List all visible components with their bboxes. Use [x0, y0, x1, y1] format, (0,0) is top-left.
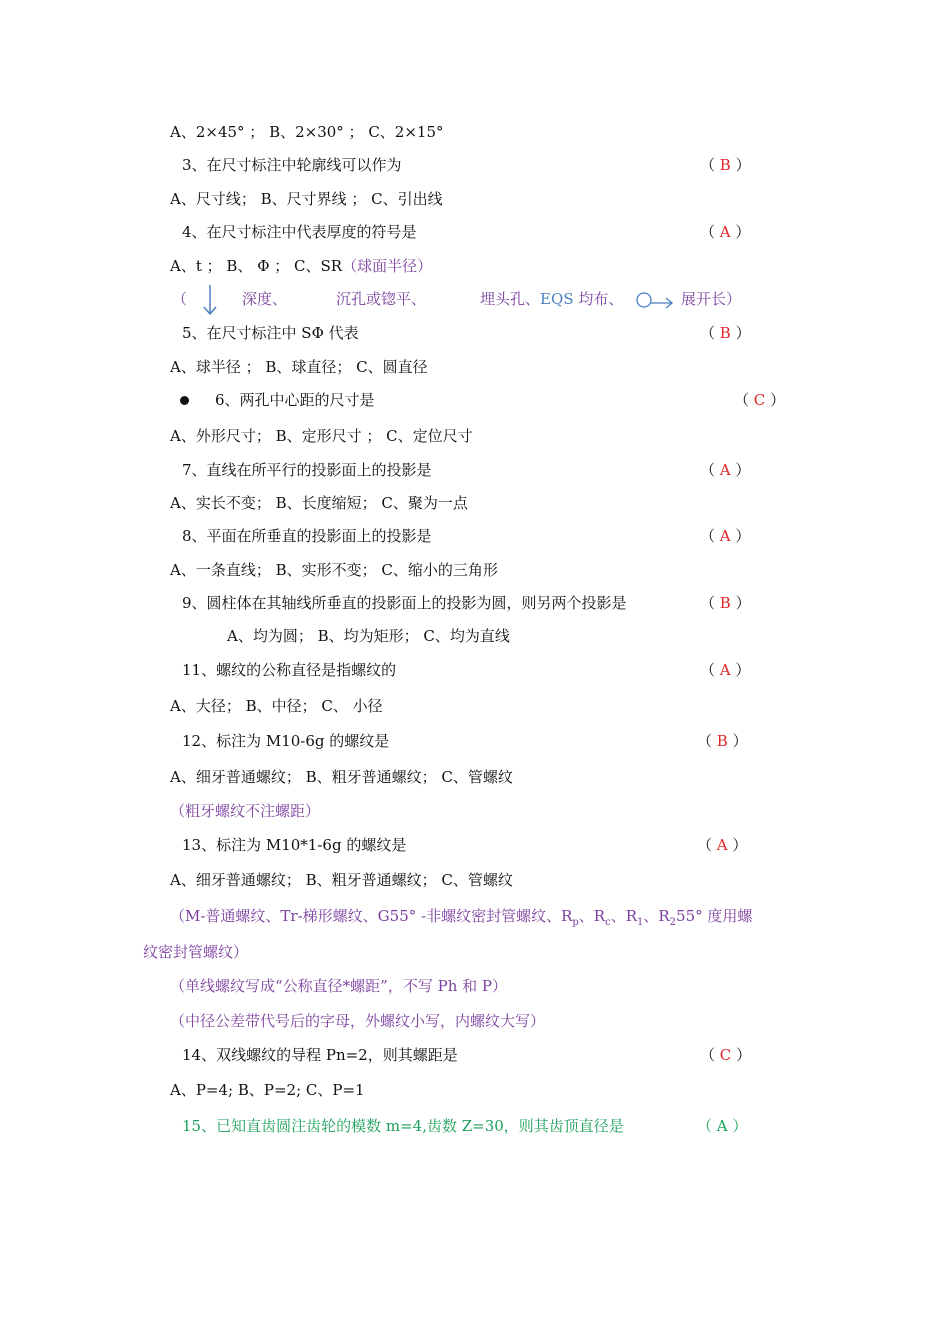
question-5: 5、在尺寸标注中 SΦ 代表	[182, 324, 359, 342]
question-15: 15、已知直齿圆注齿轮的模数 m=4,齿数 Z=30，则其齿顶直径是	[182, 1117, 624, 1135]
thread-types-note-cont: 纹密封管螺纹）	[143, 943, 249, 961]
question-12: 12、标注为 M10-6g 的螺纹是	[182, 732, 390, 750]
answer-14: （ C ）	[700, 1046, 752, 1064]
thread-types-note: （M-普通螺纹、Tr-梯形螺纹、G55° -非螺纹密封管螺纹、$R_p$、$R_c$、$R_1$、$R_255^\circ$ 度用螺	[170, 907, 753, 928]
symbol-note-depth: 深度、	[242, 290, 288, 308]
option-line-2x45: A、2×45° ； B、2×30° ； C、2×15°	[170, 123, 444, 141]
symbol-note-countersink: 埋头孔、EQS 均布、	[480, 290, 624, 308]
question-4: 4、在尺寸标注中代表厚度的符号是	[182, 223, 417, 241]
question-6: 6、两孔中心距的尺寸是	[215, 391, 375, 409]
options-12: A、细牙普通螺纹； B、粗牙普通螺纹； C、管螺纹	[170, 768, 513, 786]
options-9: A、均为圆； B、均为矩形； C、均为直线	[227, 627, 510, 645]
answer-13: （ A ）	[697, 836, 748, 854]
options-4-note: （球面半径）	[342, 257, 433, 275]
symbol-note-open: （	[172, 290, 188, 308]
symbol-note-unfold: 展开长）	[681, 290, 742, 308]
note-12: （粗牙螺纹不注螺距）	[170, 802, 321, 820]
question-7: 7、直线在所平行的投影面上的投影是	[182, 461, 432, 479]
question-9: 9、圆柱体在其轴线所垂直的投影面上的投影为圆，则另两个投影是	[182, 594, 627, 612]
options-5: A、球半径 ； B、球直径； C、圆直径	[170, 358, 428, 376]
options-4	[170, 256, 432, 276]
question-8: 8、平面在所垂直的投影面上的投影是	[182, 527, 432, 545]
answer-15: （ A ）	[697, 1117, 748, 1135]
options-8: A、一条直线； B、实形不变； C、缩小的三角形	[170, 561, 498, 579]
depth-arrow-icon	[200, 283, 220, 317]
answer-3: （ B ）	[700, 156, 751, 174]
answer-5: （ B ）	[700, 324, 751, 342]
answer-4: （ A ）	[700, 223, 751, 241]
answer-11: （ A ）	[700, 661, 751, 679]
options-11: A、大径； B、中径； C、 小径	[170, 697, 383, 715]
bullet-dot	[180, 396, 189, 405]
answer-12: （ B ）	[697, 732, 748, 750]
options-4-text: A、t ； B、 Φ ； C、SR	[170, 257, 343, 275]
options-3: A、尺寸线； B、尺寸界线 ； C、引出线	[170, 190, 443, 208]
options-13: A、细牙普通螺纹； B、粗牙普通螺纹； C、管螺纹	[170, 871, 513, 889]
options-14: A、P=4; B、P=2; C、P=1	[170, 1081, 365, 1099]
options-7: A、实长不变； B、长度缩短； C、聚为一点	[170, 494, 468, 512]
question-13: 13、标注为 M10*1-6g 的螺纹是	[182, 836, 407, 854]
question-11: 11、螺纹的公称直径是指螺纹的	[182, 661, 397, 679]
symbol-note-counterbore: 沉孔或锪平、	[336, 290, 427, 308]
answer-7: （ A ）	[700, 461, 751, 479]
answer-9: （ B ）	[700, 594, 751, 612]
unfold-arrow-icon	[634, 290, 676, 312]
answer-6: （ C ）	[734, 391, 786, 409]
question-3: 3、在尺寸标注中轮廓线可以作为	[182, 156, 402, 174]
question-14: 14、双线螺纹的导程 Pn=2，则其螺距是	[182, 1046, 458, 1064]
tolerance-note: （中径公差带代号后的字母，外螺纹小写，内螺纹大写）	[170, 1012, 546, 1030]
answer-8: （ A ）	[700, 527, 751, 545]
options-6: A、外形尺寸； B、定形尺寸 ； C、定位尺寸	[170, 427, 473, 445]
single-thread-note: （单线螺纹写成“公称直径*螺距”，不写 Ph 和 P）	[170, 977, 507, 995]
